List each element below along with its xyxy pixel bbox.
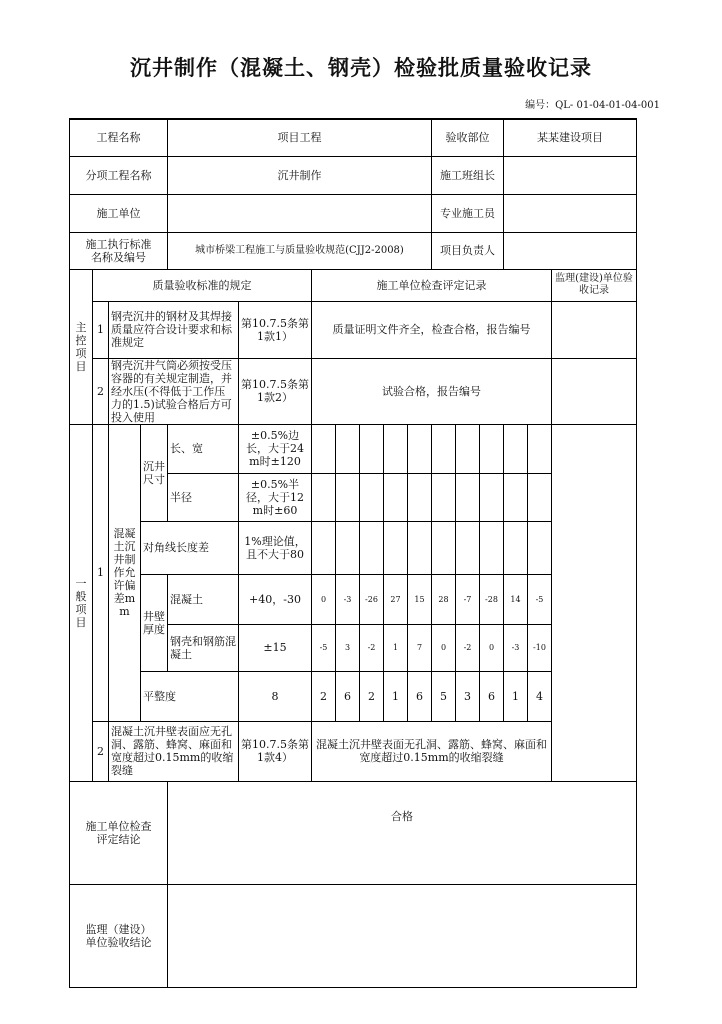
main-item-clause: 第10.7.5条第1款1）	[239, 301, 312, 358]
general-item-number: 2	[93, 721, 109, 781]
measure-cell	[432, 424, 456, 473]
surface-item-content: 混凝土沉井壁表面应无孔洞、露筋、蜂窝、麻面和宽度超过0.15mm的收缩裂缝	[109, 721, 239, 781]
measure-cell: -5	[528, 574, 552, 624]
main-item-number: 2	[93, 358, 109, 424]
measure-cell: 0	[312, 574, 336, 624]
size-group-label: 沉井尺寸	[141, 424, 168, 521]
main-item-number: 1	[93, 301, 109, 358]
page-title: 沉井制作（混凝土、钢壳）检验批质量验收记录	[130, 56, 592, 80]
steel-limit: ±15	[239, 624, 312, 671]
acceptance-part-value: 某某建设项目	[504, 119, 637, 156]
thickness-group-label: 井壁厚度	[141, 574, 168, 671]
measure-cell: 2	[312, 671, 336, 721]
main-item-clause: 第10.7.5条第1款2）	[239, 358, 312, 424]
measure-cell: 4	[528, 671, 552, 721]
measure-cell: -3	[336, 574, 360, 624]
measure-cell: 5	[432, 671, 456, 721]
spec-column-header: 质量验收标准的规定	[93, 269, 312, 301]
construction-conclusion-cell	[168, 781, 637, 884]
supervision-conclusion-cell	[168, 884, 637, 987]
measure-cell	[432, 473, 456, 521]
main-control-label: 主控项目	[70, 269, 93, 424]
supervision-column-header: 监理(建设)单位验收记录	[552, 269, 637, 301]
measure-cell: 6	[408, 671, 432, 721]
measure-cell: 6	[480, 671, 504, 721]
main-item-content: 钢壳沉井的钢材及其焊接质量应符合设计要求和标准规定	[109, 301, 239, 358]
radius-limit: ±0.5%半径，大于12m时±60	[239, 473, 312, 521]
team-leader-label: 施工班组长	[432, 156, 504, 194]
measure-cell	[432, 521, 456, 574]
record-column-header: 施工单位检查评定记录	[312, 269, 552, 301]
surface-item-record: 混凝土沉井壁表面无孔洞、露筋、蜂窝、麻面和宽度超过0.15mm的收缩裂缝	[312, 721, 552, 781]
measure-cell: 6	[336, 671, 360, 721]
measure-cell: 15	[408, 574, 432, 624]
measure-cell: -5	[312, 624, 336, 671]
supervision-conclusion-label: 监理（建设）单位验收结论	[70, 884, 168, 987]
measure-cell	[312, 473, 336, 521]
diagonal-limit: 1%理论值，且不大于80	[239, 521, 312, 574]
measure-cell: -10	[528, 624, 552, 671]
concrete-item: 混凝土	[168, 574, 239, 624]
project-manager-label: 项目负责人	[432, 232, 504, 269]
measure-cell: -3	[504, 624, 528, 671]
measure-cell: -28	[480, 574, 504, 624]
length-width-item: 长、宽	[168, 424, 239, 473]
measure-cell	[528, 424, 552, 473]
sub-project-label: 分项工程名称	[70, 156, 168, 194]
measure-cell	[384, 521, 408, 574]
measure-cell	[480, 473, 504, 521]
team-leader-value	[504, 156, 637, 194]
measure-cell	[456, 424, 480, 473]
flatness-limit: 8	[239, 671, 312, 721]
specialist-value	[504, 194, 637, 232]
measure-cell	[336, 521, 360, 574]
project-name-value: 项目工程	[168, 119, 432, 156]
project-name-label: 工程名称	[70, 119, 168, 156]
acceptance-part-label: 验收部位	[432, 119, 504, 156]
measure-cell	[408, 521, 432, 574]
document-code: 编号：QL- 01-04-01-04-001	[525, 100, 660, 111]
flatness-item: 平整度	[141, 671, 239, 721]
general-items-label: 一般项目	[70, 424, 93, 781]
general-supervision-cell	[552, 424, 637, 781]
measure-cell	[456, 473, 480, 521]
measure-cell: 7	[408, 624, 432, 671]
measure-cell: 27	[384, 574, 408, 624]
radius-item: 半径	[168, 473, 239, 521]
main-item-record: 试验合格，报告编号	[312, 358, 552, 424]
steel-item: 钢壳和钢筋混凝土	[168, 624, 239, 671]
measure-cell	[312, 521, 336, 574]
measure-cell: 3	[336, 624, 360, 671]
measure-cell: -2	[456, 624, 480, 671]
measure-cell	[336, 424, 360, 473]
sub-project-value: 沉井制作	[168, 156, 432, 194]
measure-cell: 0	[432, 624, 456, 671]
measure-cell: 1	[384, 624, 408, 671]
standard-label: 施工执行标准名称及编号	[70, 232, 168, 269]
measure-cell	[384, 473, 408, 521]
concrete-limit: +40，-30	[239, 574, 312, 624]
measure-cell: 2	[360, 671, 384, 721]
surface-item-clause: 第10.7.5条第1款4）	[239, 721, 312, 781]
main-item-content: 钢壳沉井气筒必须按受压容器的有关规定制造，并经水压(不得低于工作压力的1.5)试验合格后方可投入使用	[109, 358, 239, 424]
measure-cell: 14	[504, 574, 528, 624]
specialist-label: 专业施工员	[432, 194, 504, 232]
measure-cell	[504, 473, 528, 521]
measure-cell	[360, 521, 384, 574]
measure-cell	[480, 424, 504, 473]
measure-cell: 0	[480, 624, 504, 671]
tolerance-label: 混凝土沉井制作允许偏差mm	[109, 424, 141, 721]
main-item-supervision	[552, 301, 637, 358]
project-manager-value	[504, 232, 637, 269]
measure-cell	[480, 521, 504, 574]
measure-cell	[336, 473, 360, 521]
measure-cell	[360, 473, 384, 521]
general-item-number: 1	[93, 424, 109, 721]
measure-cell: -2	[360, 624, 384, 671]
measure-cell: 1	[504, 671, 528, 721]
diagonal-item: 对角线长度差	[141, 521, 239, 574]
measure-cell: 1	[384, 671, 408, 721]
measure-cell	[528, 521, 552, 574]
measure-cell: -26	[360, 574, 384, 624]
measure-cell	[360, 424, 384, 473]
inspection-form	[69, 118, 637, 988]
construction-conclusion-label: 施工单位检查评定结论	[70, 781, 168, 884]
measure-cell	[504, 424, 528, 473]
construction-unit-value	[168, 194, 432, 232]
measure-cell	[408, 473, 432, 521]
construction-unit-label: 施工单位	[70, 194, 168, 232]
main-item-supervision	[552, 358, 637, 424]
measure-cell	[504, 521, 528, 574]
length-width-limit: ±0.5%边长，大于24m时±120	[239, 424, 312, 473]
measure-cell	[384, 424, 408, 473]
measure-cell	[312, 424, 336, 473]
standard-value: 城市桥梁工程施工与质量验收规范(CJJ2-2008)	[168, 232, 432, 269]
measure-cell: 3	[456, 671, 480, 721]
measure-cell	[528, 473, 552, 521]
measure-cell	[408, 424, 432, 473]
measure-cell	[456, 521, 480, 574]
measure-cell: -7	[456, 574, 480, 624]
main-item-record: 质量证明文件齐全，检查合格，报告编号	[312, 301, 552, 358]
conclusion-result: 合格	[391, 809, 413, 823]
measure-cell: 28	[432, 574, 456, 624]
